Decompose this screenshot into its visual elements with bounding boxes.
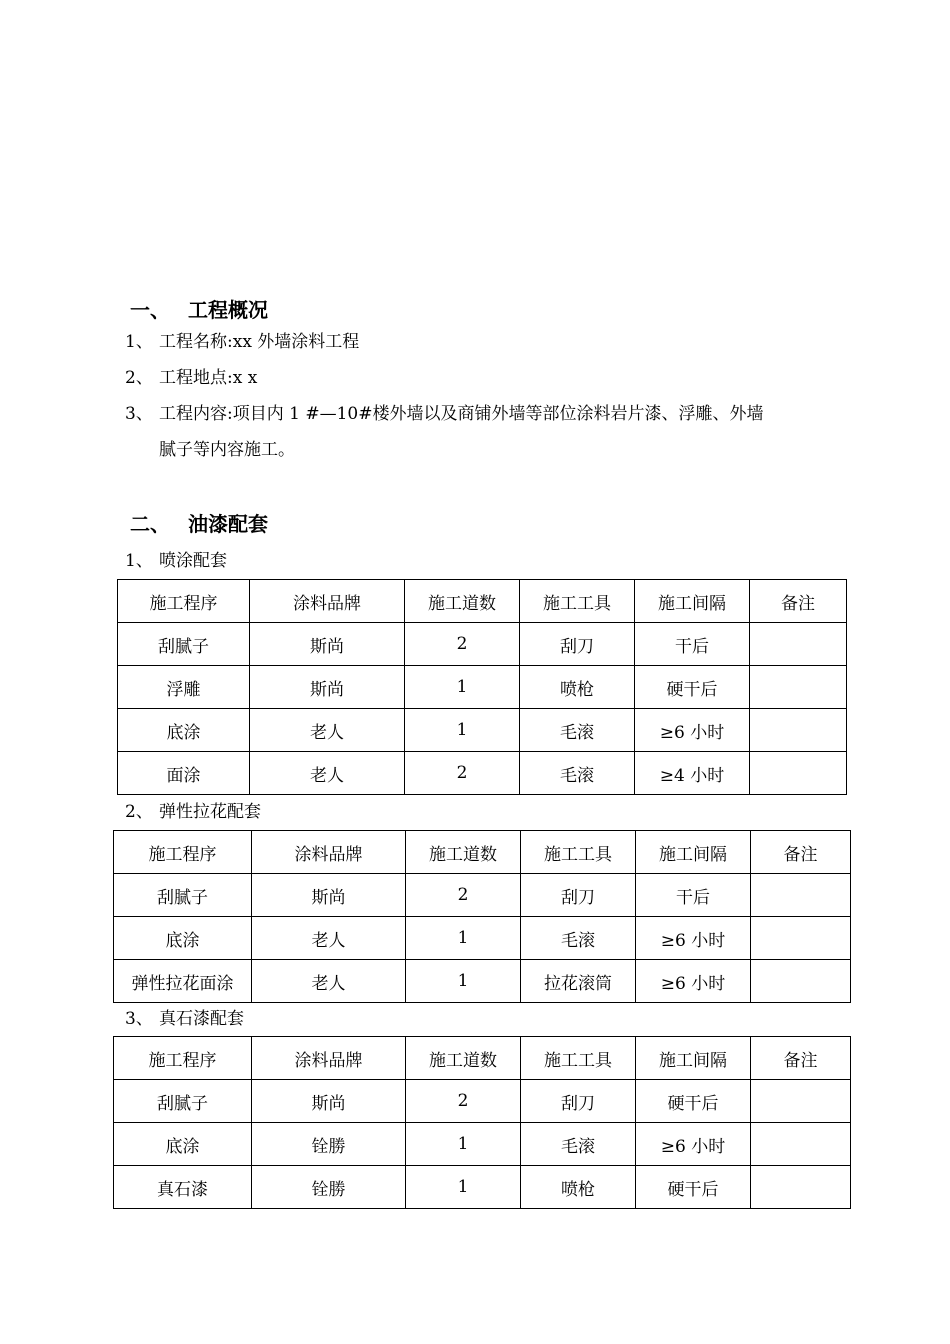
table-cell: ≥4 小时 [635,752,750,795]
table-cell [750,623,847,666]
subsection-heading [125,1004,244,1029]
table-row [118,666,847,709]
table-cell: 浮雕 [118,666,250,709]
table-cell: 喷枪 [520,666,635,709]
header-cell: 施工间隔 [635,580,750,623]
subsection-number: 1、 [125,551,153,571]
table-cell: 弹性拉花面涂 [114,960,252,1003]
table-cell: 硬干后 [635,666,750,709]
table-cell: 老人 [252,960,406,1003]
table-cell: 斯尚 [250,666,405,709]
subsection-title: 喷涂配套 [159,551,227,571]
header-cell: 涂料品牌 [252,1037,406,1080]
list-item [125,360,845,396]
table-cell [750,666,847,709]
table-cell [751,1080,851,1123]
table-row [118,709,847,752]
header-cell: 施工间隔 [636,831,751,874]
table-cell: 刮腻子 [114,874,252,917]
header-cell: 施工道数 [406,831,521,874]
list-item-number: 3、 [125,404,153,424]
table-cell: 2 [406,874,521,917]
table-header-row [114,1037,851,1080]
subsection-heading [125,546,227,571]
table-cell [751,874,851,917]
header-cell: 备注 [751,1037,851,1080]
table-cell [750,709,847,752]
table-cell: 毛滚 [520,709,635,752]
table-spray [117,579,847,795]
table-cell: 硬干后 [636,1166,751,1209]
table-cell: 拉花滚筒 [521,960,636,1003]
table-cell: 铨勝 [252,1123,406,1166]
table-row [118,623,847,666]
table-cell: 1 [406,1166,521,1209]
table-elastic-texture [113,830,851,1003]
list-item-number: 2、 [125,368,153,388]
table-cell: 1 [406,1123,521,1166]
header-cell: 施工道数 [405,580,520,623]
list-item-text: 工程地点:x x [159,368,258,388]
list-item [125,396,845,468]
header-cell: 施工工具 [521,831,636,874]
table-row [114,1166,851,1209]
table-cell [751,960,851,1003]
table-cell: 2 [405,752,520,795]
section-2-heading [130,508,268,537]
table-cell: ≥6 小时 [635,709,750,752]
header-cell: 涂料品牌 [252,831,406,874]
subsection-number: 2、 [125,802,153,822]
table-cell [750,752,847,795]
table-cell: 干后 [635,623,750,666]
header-cell: 涂料品牌 [250,580,405,623]
table-header-row [114,831,851,874]
header-cell: 备注 [751,831,851,874]
table-cell: 老人 [250,752,405,795]
table-cell: 老人 [252,917,406,960]
header-cell: 施工道数 [406,1037,521,1080]
table-cell: 1 [406,917,521,960]
table-cell: 底涂 [114,1123,252,1166]
header-cell: 施工间隔 [636,1037,751,1080]
section-2-title: 油漆配套 [188,512,268,536]
table-cell: 毛滚 [521,917,636,960]
table-cell [751,917,851,960]
table-cell: 2 [405,623,520,666]
table-stone-paint [113,1036,851,1209]
table-cell: ≥6 小时 [636,917,751,960]
table-cell: 毛滚 [520,752,635,795]
list-item-continuation: 腻子等内容施工。 [159,440,295,460]
section-2-number: 二、 [130,512,170,536]
list-item-text: 工程名称:xx 外墙涂料工程 [159,332,360,352]
table-row [114,960,851,1003]
table-cell: 刮刀 [521,874,636,917]
table-cell: 铨勝 [252,1166,406,1209]
header-cell: 施工工具 [520,580,635,623]
section-1-title: 工程概况 [188,298,268,322]
table-cell [751,1123,851,1166]
table-cell: ≥6 小时 [636,960,751,1003]
table-cell: 底涂 [114,917,252,960]
table-row [114,1080,851,1123]
table-cell: 1 [405,709,520,752]
table-cell: 底涂 [118,709,250,752]
table-cell: 毛滚 [521,1123,636,1166]
table-cell: ≥6 小时 [636,1123,751,1166]
table-cell: 刮刀 [521,1080,636,1123]
table-cell [751,1166,851,1209]
table-cell: 刮腻子 [118,623,250,666]
table-cell: 1 [406,960,521,1003]
list-item [125,324,845,360]
table-row [118,752,847,795]
table-cell: 刮刀 [520,623,635,666]
table-cell: 1 [405,666,520,709]
table-cell: 喷枪 [521,1166,636,1209]
subsection-number: 3、 [125,1009,153,1029]
table-cell: 老人 [250,709,405,752]
table-cell: 2 [406,1080,521,1123]
table-row [114,874,851,917]
list-item-number: 1、 [125,332,153,352]
subsection-heading [125,797,261,822]
table-cell: 斯尚 [252,874,406,917]
table-cell: 斯尚 [252,1080,406,1123]
header-cell: 施工工具 [521,1037,636,1080]
section-1-number: 一、 [130,298,170,322]
table-cell: 面涂 [118,752,250,795]
table-cell: 干后 [636,874,751,917]
table-row [114,1123,851,1166]
header-cell: 备注 [750,580,847,623]
table-cell: 刮腻子 [114,1080,252,1123]
list-item-text: 工程内容:项目内 1 #—10#楼外墙以及商铺外墙等部位涂料岩片漆、浮雕、外墙 [159,404,764,424]
table-row [114,917,851,960]
section-1-heading [130,294,268,323]
table-header-row [118,580,847,623]
header-cell: 施工程序 [114,1037,252,1080]
table-cell: 真石漆 [114,1166,252,1209]
header-cell: 施工程序 [118,580,250,623]
header-cell: 施工程序 [114,831,252,874]
table-cell: 斯尚 [250,623,405,666]
table-cell: 硬干后 [636,1080,751,1123]
subsection-title: 弹性拉花配套 [159,802,261,822]
subsection-title: 真石漆配套 [159,1009,244,1029]
